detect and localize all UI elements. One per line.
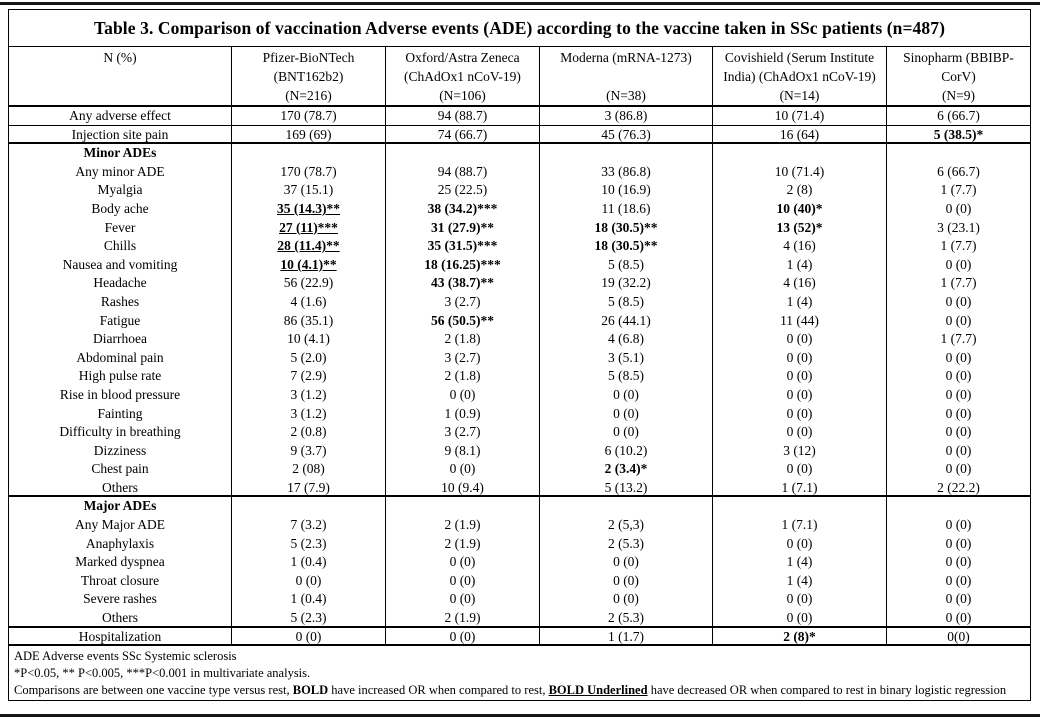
data-cell: 13 (52)* <box>712 219 886 238</box>
data-cell: 1 (4) <box>712 572 886 591</box>
data-cell: 1 (7.7) <box>886 274 1030 293</box>
data-cell: 0 (0) <box>385 590 539 609</box>
data-cell: 18 (16.25)*** <box>385 256 539 275</box>
data-cell: 1 (7.7) <box>886 330 1030 349</box>
footnote-line <box>14 682 1025 699</box>
header-cell-row-category <box>9 47 231 105</box>
data-cell: 56 (22.9) <box>231 274 385 293</box>
data-cell: 0 (0) <box>886 535 1030 554</box>
data-cell: 94 (88.7) <box>385 163 539 182</box>
data-cell: 2 (8) <box>712 181 886 200</box>
row-label: High pulse rate <box>78 368 162 384</box>
table-row <box>9 274 1030 293</box>
data-cell: 2 (1.8) <box>385 367 539 386</box>
data-cell: 0 (0) <box>712 460 886 479</box>
data-cell: 10 (71.4) <box>712 107 886 125</box>
data-cell: 5 (2.0) <box>231 349 385 368</box>
header-line: (ChAdOx1 nCoV-19) <box>404 69 521 84</box>
top-rule <box>0 2 1040 5</box>
footnote-segment: ADE Adverse events SSc Systemic sclerosis <box>14 649 237 664</box>
header-line: Moderna (mRNA-1273) <box>560 50 692 65</box>
header-line: (N=14) <box>779 88 820 103</box>
data-cell: 10 (40)* <box>712 200 886 219</box>
data-cell: 5 (8.5) <box>539 256 712 275</box>
data-cell: 3 (12) <box>712 442 886 461</box>
table-row <box>9 312 1030 331</box>
data-cell <box>385 144 539 163</box>
header-line: (BNT162b2) <box>273 69 344 84</box>
row-label: Others <box>102 479 138 495</box>
row-label: Fatigue <box>99 312 141 328</box>
header-cell-sinopharm <box>886 47 1030 105</box>
data-cell: 0 (0) <box>886 516 1030 535</box>
data-cell <box>886 497 1030 516</box>
section-row <box>9 144 1030 163</box>
table-row <box>9 349 1030 368</box>
header-line: (N=9) <box>941 88 976 103</box>
row-label: Chest pain <box>91 461 149 477</box>
data-cell <box>539 144 712 163</box>
table-row <box>9 126 1030 145</box>
row-label: Any Major ADE <box>75 517 165 533</box>
bottom-rule <box>0 714 1040 717</box>
data-cell: 6 (66.7) <box>886 107 1030 125</box>
data-cell: 0 (0) <box>886 200 1030 219</box>
row-label: Marked dyspnea <box>75 554 165 570</box>
data-cell: 0 (0) <box>886 386 1030 405</box>
data-cell: 2 (8)* <box>712 628 886 645</box>
data-cell: 0 (0) <box>539 572 712 591</box>
data-cell: 170 (78.7) <box>231 107 385 125</box>
footnote-line <box>14 648 1025 665</box>
row-label: Throat closure <box>80 572 160 588</box>
data-cell: 27 (11)*** <box>231 219 385 238</box>
header-line: N (%) <box>103 50 137 65</box>
data-cell: 16 (64) <box>712 126 886 143</box>
data-cell: 0 (0) <box>712 423 886 442</box>
data-cell: 0 (0) <box>712 535 886 554</box>
data-cell: 5 (8.5) <box>539 293 712 312</box>
data-cell: 94 (88.7) <box>385 107 539 125</box>
table-row <box>9 107 1030 126</box>
table-row <box>9 572 1030 591</box>
table-row <box>9 405 1030 424</box>
data-cell <box>231 144 385 163</box>
data-cell: 3 (23.1) <box>886 219 1030 238</box>
data-cell: 10 (16.9) <box>539 181 712 200</box>
table-row <box>9 423 1030 442</box>
data-cell: 3 (1.2) <box>231 405 385 424</box>
header-line: Sinopharm (BBIBP- <box>903 50 1014 65</box>
data-cell: 10 (71.4) <box>712 163 886 182</box>
header-cell-moderna <box>539 47 712 105</box>
row-label: Hospitalization <box>78 628 162 644</box>
data-cell: 9 (8.1) <box>385 442 539 461</box>
data-cell: 0 (0) <box>886 442 1030 461</box>
data-cell: 56 (50.5)** <box>385 312 539 331</box>
footnote-segment: have increased OR when compared to rest, <box>328 683 549 698</box>
table-row <box>9 553 1030 572</box>
header-cell-covishield <box>712 47 886 105</box>
data-cell: 0 (0) <box>886 405 1030 424</box>
row-label: Abdominal pain <box>76 349 164 365</box>
data-cell: 4 (6.8) <box>539 330 712 349</box>
data-cell: 11 (44) <box>712 312 886 331</box>
data-cell: 1 (4) <box>712 256 886 275</box>
row-label: Rashes <box>100 293 140 309</box>
data-cell: 0 (0) <box>385 572 539 591</box>
data-cell: 0 (0) <box>886 256 1030 275</box>
data-cell: 6 (66.7) <box>886 163 1030 182</box>
data-cell <box>231 497 385 516</box>
data-cell: 5 (2.3) <box>231 535 385 554</box>
header-line: (N=38) <box>606 88 646 103</box>
row-label: Fever <box>104 219 136 235</box>
table-row <box>9 330 1030 349</box>
table-row <box>9 516 1030 535</box>
row-label: Anaphylaxis <box>85 535 155 551</box>
footnote-line <box>14 665 1025 682</box>
data-cell: 5 (13.2) <box>539 479 712 496</box>
header-cell-oxford <box>385 47 539 105</box>
data-cell: 37 (15.1) <box>231 181 385 200</box>
row-label: Headache <box>93 275 147 291</box>
table-body <box>9 107 1030 646</box>
data-cell: 4 (1.6) <box>231 293 385 312</box>
row-label: Diarrhoea <box>93 331 147 347</box>
data-cell: 11 (18.6) <box>539 200 712 219</box>
data-cell: 0 (0) <box>385 386 539 405</box>
data-cell <box>712 497 886 516</box>
data-cell: 5 (8.5) <box>539 367 712 386</box>
footnote-segment: BOLD Underlined <box>548 683 648 698</box>
data-cell: 1 (4) <box>712 553 886 572</box>
data-cell: 2 (0.8) <box>231 423 385 442</box>
data-cell: 0 (0) <box>712 367 886 386</box>
data-cell: 0 (0) <box>385 628 539 645</box>
header-line <box>9 86 231 105</box>
data-cell: 0 (0) <box>385 460 539 479</box>
data-cell: 1 (0.4) <box>231 590 385 609</box>
data-cell: 7 (2.9) <box>231 367 385 386</box>
table-row <box>9 442 1030 461</box>
row-label: Myalgia <box>97 182 143 198</box>
table-row <box>9 609 1030 628</box>
footnote-segment: *P<0.05, ** P<0.005, ***P<0.001 in multivariate analysis. <box>14 666 311 681</box>
data-cell: 45 (76.3) <box>539 126 712 143</box>
footnote-segment: have decreased OR when compared to rest in binary logistic regression <box>647 683 1007 698</box>
data-cell: 18 (30.5)** <box>539 237 712 256</box>
data-cell: 1 (7.7) <box>886 237 1030 256</box>
header-line: CorV) <box>941 69 976 84</box>
data-cell: 0 (0) <box>886 609 1030 626</box>
data-cell: 2 (5.3) <box>539 535 712 554</box>
table-row <box>9 181 1030 200</box>
data-cell: 86 (35.1) <box>231 312 385 331</box>
table-row <box>9 367 1030 386</box>
header-line: Pfizer-BioNTech <box>262 50 355 65</box>
data-cell <box>886 144 1030 163</box>
data-cell: 2 (08) <box>231 460 385 479</box>
data-cell: 26 (44.1) <box>539 312 712 331</box>
table-footnotes <box>9 646 1030 700</box>
data-cell: 1 (4) <box>712 293 886 312</box>
row-label: Minor ADEs <box>83 145 157 161</box>
data-cell: 5 (2.3) <box>231 609 385 626</box>
table-row <box>9 237 1030 256</box>
row-label: Chills <box>103 238 137 254</box>
header-line: (N=106) <box>439 88 486 103</box>
row-label: Body ache <box>91 200 149 216</box>
ade-comparison-table <box>8 9 1031 701</box>
data-cell: 19 (32.2) <box>539 274 712 293</box>
data-cell: 31 (27.9)** <box>385 219 539 238</box>
table-row <box>9 628 1030 647</box>
header-line <box>9 67 231 86</box>
data-cell: 1 (0.9) <box>385 405 539 424</box>
data-cell: 0 (0) <box>886 349 1030 368</box>
table-row <box>9 219 1030 238</box>
data-cell <box>712 144 886 163</box>
data-cell: 2 (1.8) <box>385 330 539 349</box>
data-cell: 0 (0) <box>886 590 1030 609</box>
header-cell-pfizer <box>231 47 385 105</box>
data-cell: 1 (7.1) <box>712 516 886 535</box>
row-label: Any minor ADE <box>75 163 165 179</box>
data-cell: 0(0) <box>886 628 1030 645</box>
table-row <box>9 590 1030 609</box>
table-title: Table 3. Comparison of vaccination Adverse events (ADE) according to the vaccine taken in SSc patients (n=487) <box>9 10 1030 47</box>
table-header-row <box>9 47 1030 107</box>
data-cell: 17 (7.9) <box>231 479 385 496</box>
data-cell: 38 (34.2)*** <box>385 200 539 219</box>
section-row <box>9 497 1030 516</box>
data-cell: 0 (0) <box>886 553 1030 572</box>
data-cell: 6 (10.2) <box>539 442 712 461</box>
row-label: Severe rashes <box>83 591 157 607</box>
data-cell: 0 (0) <box>539 423 712 442</box>
data-cell: 5 (38.5)* <box>886 126 1030 143</box>
data-cell: 2 (1.9) <box>385 516 539 535</box>
data-cell: 0 (0) <box>712 349 886 368</box>
row-label: Difficulty in breathing <box>59 424 181 440</box>
data-cell: 2 (1.9) <box>385 609 539 626</box>
data-cell: 1 (1.7) <box>539 628 712 645</box>
data-cell: 25 (22.5) <box>385 181 539 200</box>
data-cell: 1 (0.4) <box>231 553 385 572</box>
row-label: Nausea and vomiting <box>62 256 178 272</box>
row-label: Injection site pain <box>71 126 169 142</box>
table-row <box>9 479 1030 498</box>
row-label: Others <box>102 610 138 626</box>
data-cell: 0 (0) <box>886 572 1030 591</box>
data-cell: 28 (11.4)** <box>231 237 385 256</box>
data-cell: 3 (86.8) <box>539 107 712 125</box>
data-cell: 0 (0) <box>231 572 385 591</box>
table-row <box>9 200 1030 219</box>
data-cell: 33 (86.8) <box>539 163 712 182</box>
footnote-segment: BOLD <box>292 683 329 698</box>
data-cell: 7 (3.2) <box>231 516 385 535</box>
data-cell: 0 (0) <box>712 609 886 626</box>
data-cell: 3 (2.7) <box>385 349 539 368</box>
data-cell: 4 (16) <box>712 274 886 293</box>
data-cell: 35 (31.5)*** <box>385 237 539 256</box>
row-label: Rise in blood pressure <box>59 386 181 402</box>
data-cell: 10 (4.1) <box>231 330 385 349</box>
data-cell: 74 (66.7) <box>385 126 539 143</box>
data-cell: 10 (4.1)** <box>231 256 385 275</box>
data-cell: 3 (2.7) <box>385 293 539 312</box>
data-cell: 3 (2.7) <box>385 423 539 442</box>
row-label: Fainting <box>97 405 143 421</box>
data-cell: 3 (5.1) <box>539 349 712 368</box>
data-cell: 0 (0) <box>539 386 712 405</box>
table-row <box>9 386 1030 405</box>
data-cell: 2 (5.3) <box>539 609 712 626</box>
data-cell: 9 (3.7) <box>231 442 385 461</box>
data-cell: 4 (16) <box>712 237 886 256</box>
table-row <box>9 256 1030 275</box>
data-cell: 2 (5,3) <box>539 516 712 535</box>
data-cell: 0 (0) <box>712 590 886 609</box>
table-row <box>9 293 1030 312</box>
data-cell: 1 (7.7) <box>886 181 1030 200</box>
data-cell: 1 (7.1) <box>712 479 886 496</box>
row-label: Any adverse effect <box>69 108 171 123</box>
data-cell: 2 (22.2) <box>886 479 1030 496</box>
data-cell: 0 (0) <box>886 423 1030 442</box>
data-cell: 18 (30.5)** <box>539 219 712 238</box>
table-row <box>9 460 1030 479</box>
data-cell: 2 (1.9) <box>385 535 539 554</box>
data-cell: 2 (3.4)* <box>539 460 712 479</box>
data-cell: 0 (0) <box>231 628 385 645</box>
data-cell: 0 (0) <box>886 312 1030 331</box>
table-row <box>9 535 1030 554</box>
data-cell: 0 (0) <box>886 460 1030 479</box>
header-line <box>540 67 712 86</box>
header-line: (N=216) <box>285 88 332 103</box>
data-cell: 0 (0) <box>539 590 712 609</box>
data-cell: 0 (0) <box>886 367 1030 386</box>
data-cell: 10 (9.4) <box>385 479 539 496</box>
data-cell: 0 (0) <box>539 553 712 572</box>
data-cell: 0 (0) <box>712 330 886 349</box>
data-cell: 170 (78.7) <box>231 163 385 182</box>
data-cell: 3 (1.2) <box>231 386 385 405</box>
row-label: Dizziness <box>93 442 147 458</box>
data-cell: 0 (0) <box>712 386 886 405</box>
data-cell: 0 (0) <box>712 405 886 424</box>
header-line: Oxford/Astra Zeneca <box>405 50 520 65</box>
data-cell: 0 (0) <box>539 405 712 424</box>
data-cell: 0 (0) <box>385 553 539 572</box>
data-cell <box>385 497 539 516</box>
data-cell: 0 (0) <box>886 293 1030 312</box>
footnote-segment: Comparisons are between one vaccine type versus rest, <box>14 683 293 698</box>
data-cell: 169 (69) <box>231 126 385 143</box>
header-line: India) (ChAdOx1 nCoV-19) <box>723 69 876 84</box>
data-cell: 43 (38.7)** <box>385 274 539 293</box>
row-label: Major ADEs <box>83 498 157 514</box>
data-cell: 35 (14.3)** <box>231 200 385 219</box>
header-line: Covishield (Serum Institute <box>724 50 875 65</box>
data-cell <box>539 497 712 516</box>
table-row <box>9 163 1030 182</box>
